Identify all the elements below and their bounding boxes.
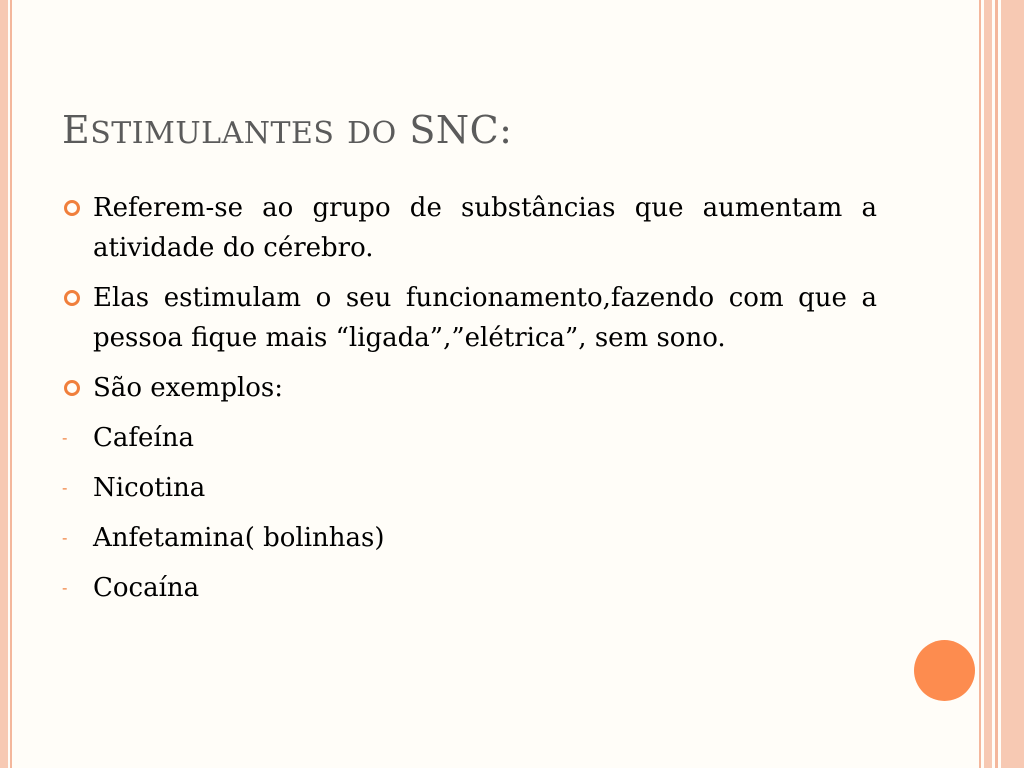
list-item-text: Cocaína bbox=[93, 573, 200, 603]
list-item bbox=[62, 278, 877, 358]
dash-bullet-icon: - bbox=[62, 428, 68, 447]
decorative-dot-icon bbox=[914, 640, 975, 701]
list-item-text: Referem-se ao grupo de substâncias que aumentam a atividade do cérebro. bbox=[93, 193, 877, 263]
bullet-ring-icon bbox=[62, 368, 93, 408]
list-item bbox=[62, 188, 877, 268]
list-item-text: Elas estimulam o seu funcionamento,fazendo com que a pessoa fique mais “ligada”,”elétrica”, sem sono. bbox=[93, 283, 877, 353]
dash-bullet-icon: - bbox=[62, 478, 68, 497]
list-item-text: São exemplos: bbox=[93, 373, 284, 403]
list-item bbox=[62, 518, 877, 558]
title-initial: E bbox=[62, 108, 91, 152]
list-item-text: Nicotina bbox=[93, 473, 206, 503]
dash-bullet-icon: - bbox=[62, 528, 68, 547]
bullet-list bbox=[62, 188, 877, 618]
list-item-text: Anfetamina( bolinhas) bbox=[93, 523, 385, 553]
right-border-line-2 bbox=[995, 0, 998, 768]
left-border-stripe bbox=[0, 0, 8, 768]
slide-title bbox=[62, 104, 512, 160]
bullet-ring-icon bbox=[62, 278, 93, 318]
dash-bullet-icon: - bbox=[62, 578, 68, 597]
title-word: STIMULANTES bbox=[90, 116, 335, 151]
right-border-line bbox=[979, 0, 981, 768]
list-item bbox=[62, 418, 877, 458]
list-item bbox=[62, 368, 877, 408]
list-item bbox=[62, 568, 877, 608]
right-border-band bbox=[1001, 0, 1024, 768]
title-small-word: DO bbox=[347, 116, 397, 151]
title-end: SNC: bbox=[409, 108, 513, 152]
list-item bbox=[62, 468, 877, 508]
left-border-line bbox=[10, 0, 12, 768]
bullet-ring-icon bbox=[62, 188, 93, 228]
list-item-text: Cafeína bbox=[93, 423, 194, 453]
right-border-stripe bbox=[984, 0, 992, 768]
